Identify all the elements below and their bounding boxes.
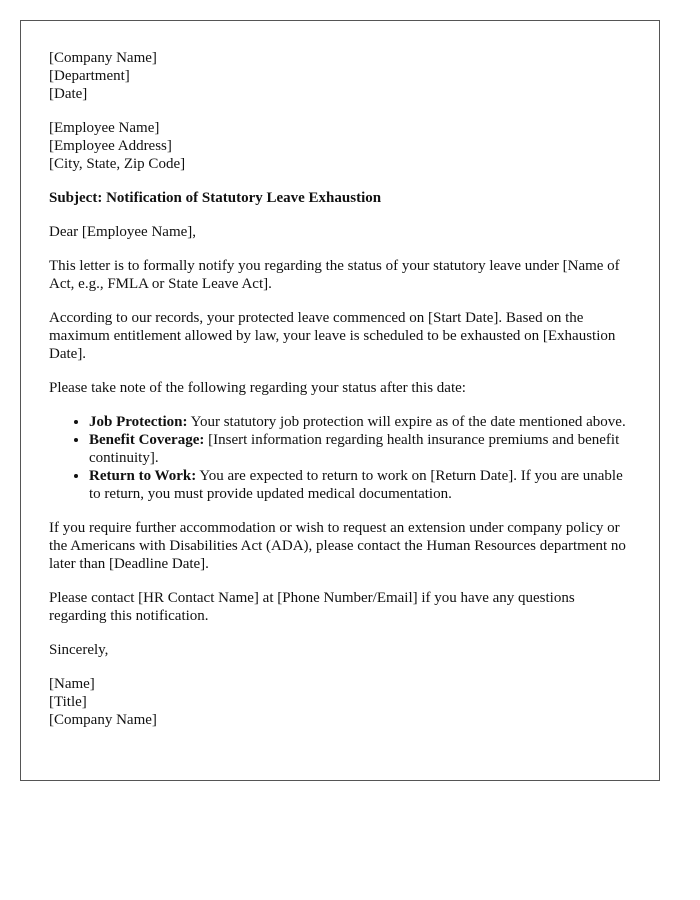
recipient-city: [City, State, Zip Code] bbox=[49, 156, 186, 172]
letter-date: [Date] bbox=[49, 86, 88, 102]
bullet-text: Your statutory job protection will expire as of the date mentioned above. bbox=[187, 414, 626, 430]
recipient-name: [Employee Name] bbox=[49, 120, 160, 136]
status-list bbox=[49, 413, 631, 503]
list-item bbox=[89, 431, 631, 467]
signature-name: [Name] bbox=[49, 676, 95, 692]
sender-block bbox=[49, 49, 631, 103]
bullet-label: Job Protection: bbox=[89, 414, 188, 430]
bullet-text: You are expected to return to work on [Return Date]. If you are unable to return, you must provide updated medical documentation. bbox=[89, 468, 623, 502]
letter-document bbox=[20, 20, 660, 781]
bullet-text: [Insert information regarding health insurance premiums and benefit continuity]. bbox=[89, 432, 620, 466]
subject-line: Subject: Notification of Statutory Leave Exhaustion bbox=[49, 190, 382, 206]
list-item bbox=[89, 467, 631, 503]
signature-title: [Title] bbox=[49, 694, 87, 710]
salutation: Dear [Employee Name], bbox=[49, 224, 197, 240]
sender-department: [Department] bbox=[49, 68, 130, 84]
recipient-address: [Employee Address] bbox=[49, 138, 172, 154]
closing: Sincerely, bbox=[49, 642, 109, 658]
signature-company: [Company Name] bbox=[49, 712, 157, 728]
list-item bbox=[89, 413, 631, 431]
intro-paragraph: This letter is to formally notify you regarding the status of your statutory leave under [Name of Act, e.g., FMLA or State Leave Act]. bbox=[49, 258, 620, 292]
accommodation-paragraph: If you require further accommodation or wish to request an extension under company policy or the Americans with Disabilities Act (ADA), please contact the Human Resources department no later than [Deadline Date]. bbox=[49, 520, 626, 572]
recipient-block bbox=[49, 119, 631, 173]
records-paragraph: According to our records, your protected leave commenced on [Start Date]. Based on the maximum entitlement allowed by law, your leave is scheduled to be exhausted on [Exhaustion Date]. bbox=[49, 310, 616, 362]
bullet-label: Return to Work: bbox=[89, 468, 197, 484]
sender-company: [Company Name] bbox=[49, 50, 157, 66]
contact-paragraph: Please contact [HR Contact Name] at [Phone Number/Email] if you have any questions regarding this notification. bbox=[49, 590, 575, 624]
bullet-label: Benefit Coverage: bbox=[89, 432, 205, 448]
note-paragraph: Please take note of the following regarding your status after this date: bbox=[49, 380, 466, 396]
signature-block bbox=[49, 675, 631, 729]
